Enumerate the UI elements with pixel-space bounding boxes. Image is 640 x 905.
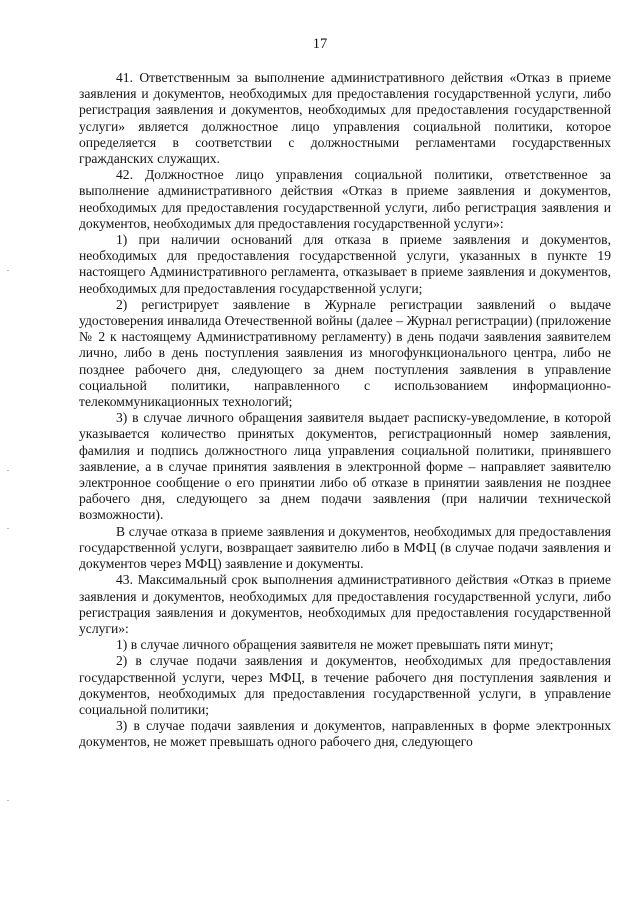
margin-artifact <box>7 528 9 529</box>
margin-artifact <box>7 270 9 271</box>
paragraph-43: 43. Максимальный срок выполнения административного действия «Отказ в приеме заявления и документов, необходимых для предоставления государственной услуги, либо регистрация заявления и документов, необходимых для предоставления государственной услуги»: <box>79 572 611 636</box>
paragraph-43-item-3: 3) в случае подачи заявления и документов, направленных в форме электронных документов, не может превышать одного рабочего дня, следующего <box>79 718 611 750</box>
paragraph-42-refusal-note: В случае отказа в приеме заявления и документов, необходимых для предоставления государственной услуги, возвращает заявителю либо в МФЦ (в случае подачи заявления и документов через МФЦ) заявление и документы. <box>79 523 611 572</box>
paragraph-42-item-3: 3) в случае личного обращения заявителя выдает расписку-уведомление, в которой указывается количество принятых документов, регистрационный номер заявления, фамилия и подпись должностного лица управления социальной политики, принявшего заявление, а в случае принятия заявления в электронной форме – направляет заявителю электронное сообщение о его принятии либо об отказе в принятии заявления не позднее рабочего дня, следующего за днем подачи заявления (при наличии технической возможности). <box>79 410 611 523</box>
page-number: 17 <box>312 36 328 52</box>
margin-artifact <box>7 800 9 801</box>
paragraph-43-item-2: 2) в случае подачи заявления и документов, необходимых для предоставления государственной услуги, через МФЦ, в течение рабочего дня поступления заявления и документов, необходимых для предоставления государственной услуги, в управление социальной политики; <box>79 653 611 717</box>
document-body <box>79 70 611 751</box>
paragraph-41: 41. Ответственным за выполнение административного действия «Отказ в приеме заявления и документов, необходимых для предоставления государственной услуги, либо регистрация заявления и документов, необходимых для предоставления государственной услуги» является должностное лицо управления социальной политики, которое определяется в соответствии с должностными регламентами государственных гражданских служащих. <box>79 70 611 167</box>
margin-artifact <box>7 470 9 471</box>
paragraph-43-item-1: 1) в случае личного обращения заявителя не может превышать пяти минут; <box>116 637 554 653</box>
paragraph-42-item-1: 1) при наличии оснований для отказа в приеме заявления и документов, необходимых для предоставления государственной услуги, указанных в пункте 19 настоящего Административного регламента, отказывает в приеме заявления и документов, необходимых для предоставления государственной услуги; <box>79 232 611 296</box>
paragraph-42-item-2: 2) регистрирует заявление в Журнале регистрации заявлений о выдаче удостоверения инвалида Отечественной войны (далее – Журнал регистрации) (приложение № 2 к настоящему Административному регламенту) в день подачи заявления заявителем лично, либо в день поступления заявления из многофункционального центра, либо не позднее рабочего дня, следующего за днем поступления заявления в управление социальной политики, направленного с использованием информационно-телекоммуникационных технологий; <box>79 296 611 410</box>
paragraph-42: 42. Должностное лицо управления социальной политики, ответственное за выполнение административного действия «Отказ в приеме заявления и документов, необходимых для предоставления государственной услуги, либо регистрация заявления и документов, необходимых для предоставления государственной услуги»: <box>79 167 611 231</box>
